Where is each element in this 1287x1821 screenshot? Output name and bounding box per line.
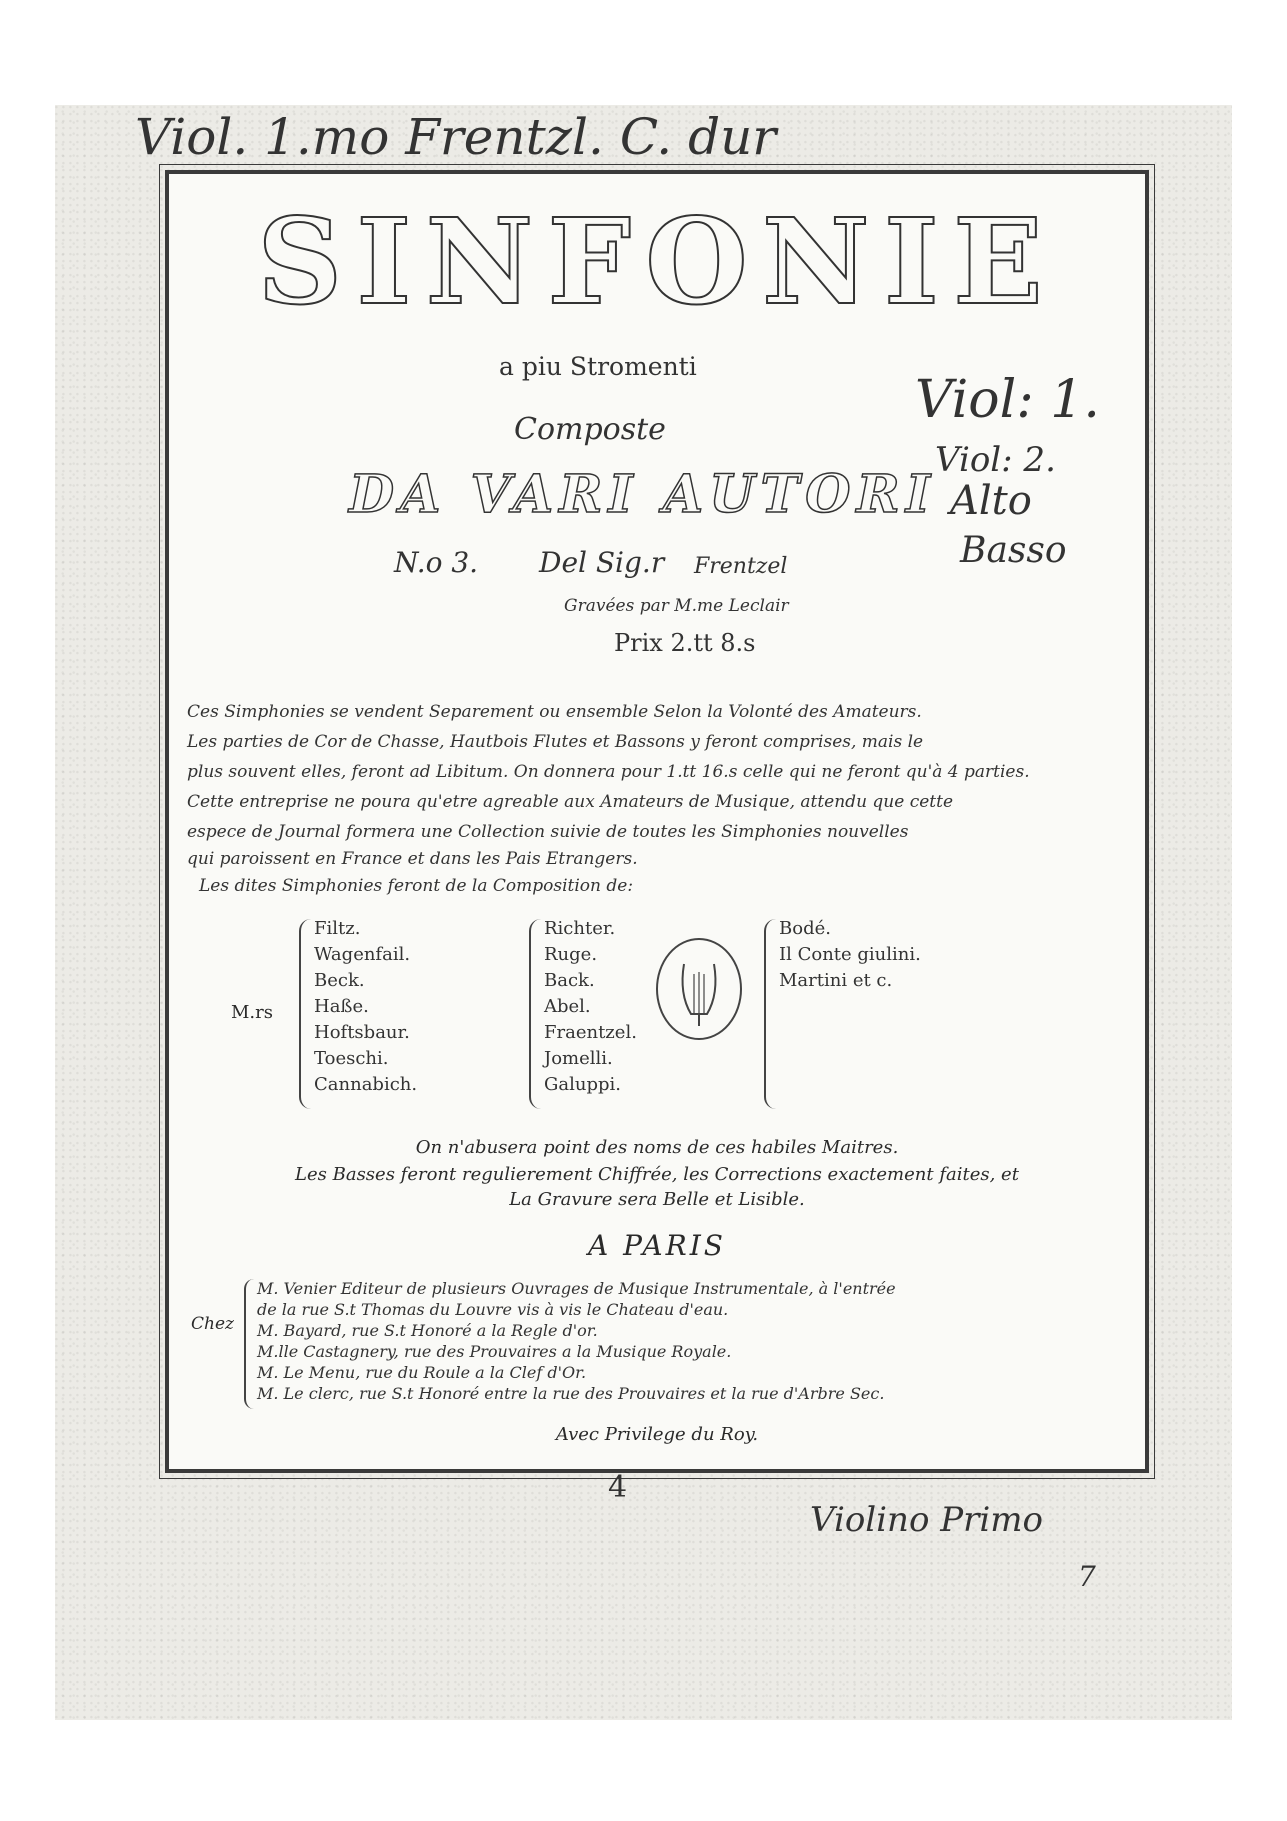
del-sig-label: Del Sig.r xyxy=(539,546,665,579)
description-line-6: qui paroissent en France et dans les Pais Etrangers. xyxy=(187,849,638,869)
composer-name: Wagenfail. xyxy=(314,944,411,965)
chez-label: Chez xyxy=(191,1314,234,1334)
composer-name: Cannabich. xyxy=(314,1074,418,1095)
corner-mark: 7 xyxy=(1078,1560,1096,1593)
composer-name: Jomelli. xyxy=(544,1048,613,1069)
composer-name: Hoftsbaur. xyxy=(314,1022,410,1043)
handwritten-signature: Violino Primo xyxy=(810,1500,1043,1540)
composers-col3 xyxy=(779,916,921,994)
lyre-ornament xyxy=(649,934,749,1044)
price: Prix 2.tt 8.s xyxy=(614,629,756,657)
handwritten-top-title: Viol. 1.mo Frentzl. C. dur xyxy=(135,108,777,166)
engraver-line: Gravées par M.me Leclair xyxy=(564,596,789,616)
composer-name: Richter. xyxy=(544,918,616,939)
paris-line-1: M. Venier Editeur de plusieurs Ouvrages de Musique Instrumentale, à l'entrée xyxy=(257,1279,896,1298)
composer-name: Bodé. xyxy=(779,918,831,939)
brace-col3 xyxy=(764,919,776,1109)
composer-name: Toeschi. xyxy=(314,1048,389,1069)
authors-line: DA VARI AUTORI xyxy=(349,464,937,525)
composer-name: Filtz. xyxy=(314,918,361,939)
composer-name: Back. xyxy=(544,970,595,991)
page-number: 4 xyxy=(608,1470,628,1505)
description-line-1: Ces Simphonies se vendent Separement ou ensemble Selon la Volonté des Amateurs. xyxy=(187,702,922,722)
composer-name: Haße. xyxy=(314,996,369,1017)
note-line-1: On n'abusera point des noms de ces habiles Maitres. xyxy=(415,1137,899,1158)
composer-name: Galuppi. xyxy=(544,1074,621,1095)
composer-name: Beck. xyxy=(314,970,365,991)
composer-name: Ruge. xyxy=(544,944,598,965)
composer-name: Fraentzel. xyxy=(544,1022,637,1043)
description-line-4: Cette entreprise ne poura qu'etre agreable aux Amateurs de Musique, attendu que cette xyxy=(187,792,954,812)
note-line-3: La Gravure sera Belle et Lisible. xyxy=(509,1189,805,1210)
composer-name: Il Conte giulini. xyxy=(779,944,921,965)
composer-name: Abel. xyxy=(544,996,591,1017)
main-title: SINFONIE xyxy=(257,192,1057,331)
description-line-2: Les parties de Cor de Chasse, Hautbois Flutes et Bassons y feront comprises, mais le xyxy=(187,732,924,752)
paris-line-6: M. Le clerc, rue S.t Honoré entre la rue des Prouvaires et la rue d'Arbre Sec. xyxy=(257,1384,885,1403)
handwritten-part-3: Alto xyxy=(950,478,1032,524)
description-line-5: espece de Journal formera une Collection suivie de toutes les Simphonies nouvelles xyxy=(187,822,909,842)
composers-col1 xyxy=(314,916,417,1098)
number-label: N.o 3. xyxy=(394,546,479,579)
paris-heading: A PARIS xyxy=(588,1229,726,1262)
paris-line-3: M. Bayard, rue S.t Honoré a la Regle d'or. xyxy=(257,1321,598,1340)
note-line-2: Les Basses feront regulierement Chiffrée, les Corrections exactement faites, et xyxy=(295,1164,1019,1185)
privilege-line: Avec Privilege du Roy. xyxy=(555,1424,759,1445)
handwritten-part-4: Basso xyxy=(960,530,1067,571)
composer-name: Martini et c. xyxy=(779,970,893,991)
handwritten-part-1: Viol: 1. xyxy=(915,370,1100,430)
brace-col2 xyxy=(529,919,541,1109)
handwritten-part-2: Viol: 2. xyxy=(935,440,1056,480)
paris-line-2: de la rue S.t Thomas du Louvre vis à vis le Chateau d'eau. xyxy=(257,1300,729,1319)
description-line-3: plus souvent elles, feront ad Libitum. On donnera pour 1.tt 16.s celle qui ne feront qu'à 4 parties. xyxy=(187,762,1030,782)
paris-line-4: M.lle Castagnery, rue des Prouvaires a la Musique Royale. xyxy=(257,1342,732,1361)
title-frame xyxy=(165,170,1149,1473)
composers-prefix: M.rs xyxy=(231,1002,273,1023)
description-line-7: Les dites Simphonies feront de la Composition de: xyxy=(199,876,634,896)
brace-col1 xyxy=(299,919,311,1109)
composer-handwritten: Frentzel xyxy=(694,554,788,579)
composers-col2 xyxy=(544,916,637,1098)
composte-label: Composte xyxy=(514,412,666,447)
subtitle: a piu Stromenti xyxy=(499,352,697,381)
paris-line-5: M. Le Menu, rue du Roule a la Clef d'Or. xyxy=(257,1363,587,1382)
brace-paris xyxy=(244,1279,254,1409)
